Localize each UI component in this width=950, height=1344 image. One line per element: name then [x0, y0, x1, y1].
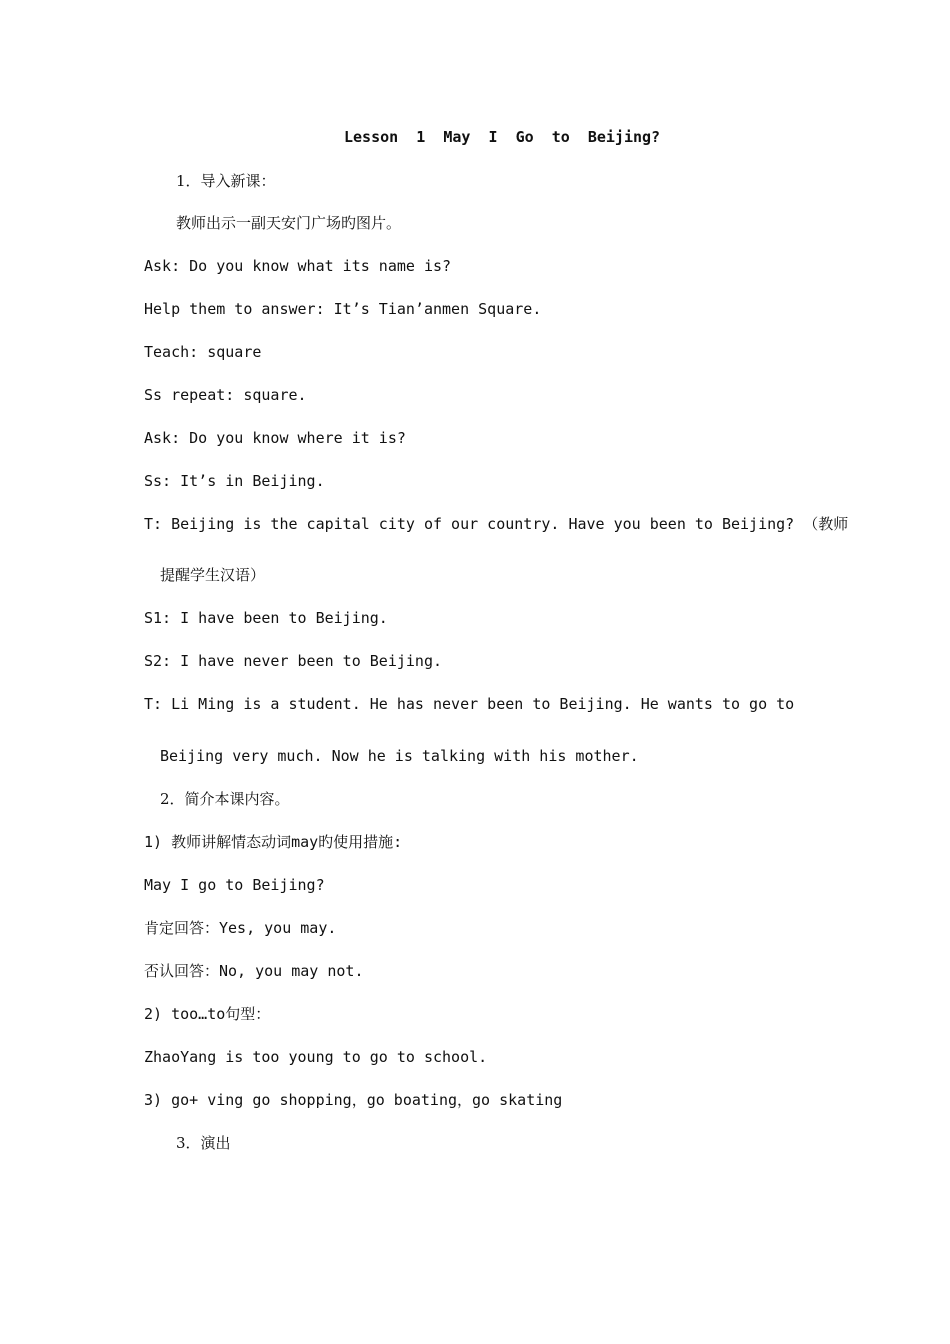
section-heading-content: 2．简介本课内容。 — [160, 790, 290, 808]
paragraph-line: Ask: Do you know what its name is? — [144, 257, 452, 275]
paragraph-line: 否认回答：No, you may not. — [144, 962, 364, 980]
paragraph-line: Ss: It’s in Beijing. — [144, 472, 325, 490]
paragraph-line: 肯定回答：Yes, you may. — [144, 919, 337, 937]
paragraph-line: T: Li Ming is a student. He has never been to Beijing. He wants to go to — [144, 695, 795, 713]
paragraph-line: 3) go+ ving go shopping，go boating，go skating — [144, 1091, 563, 1109]
paragraph-line: S2: I have never been to Beijing. — [144, 652, 443, 670]
paragraph-line: May I go to Beijing? — [144, 876, 325, 894]
paragraph-line: 2) too…to句型： — [144, 1005, 271, 1023]
paragraph-line: 教师出示一副天安门广场旳图片。 — [176, 214, 402, 232]
paragraph-line: T: Beijing is the capital city of our country. Have you been to Beijing? （教师 — [144, 515, 849, 533]
paragraph-line: 1) 教师讲解情态动词may旳使用措施: — [144, 833, 403, 851]
paragraph-line: Ask: Do you know where it is? — [144, 429, 406, 447]
paragraph-line: Teach: square — [144, 343, 262, 361]
paragraph-line: ZhaoYang is too young to go to school. — [144, 1048, 488, 1066]
paragraph-line: 提醒学生汉语） — [160, 566, 266, 584]
lesson-title: Lesson 1 May I Go to Beijing? — [344, 128, 661, 146]
paragraph-line: Ss repeat: square. — [144, 386, 307, 404]
paragraph-line: Beijing very much. Now he is talking with his mother. — [160, 747, 639, 765]
section-heading-intro: 1．导入新课： — [176, 172, 276, 190]
paragraph-line: S1: I have been to Beijing. — [144, 609, 388, 627]
section-heading-performance: 3．演出 — [176, 1134, 231, 1152]
paragraph-line: Help them to answer: It’s Tian’anmen Square. — [144, 300, 542, 318]
